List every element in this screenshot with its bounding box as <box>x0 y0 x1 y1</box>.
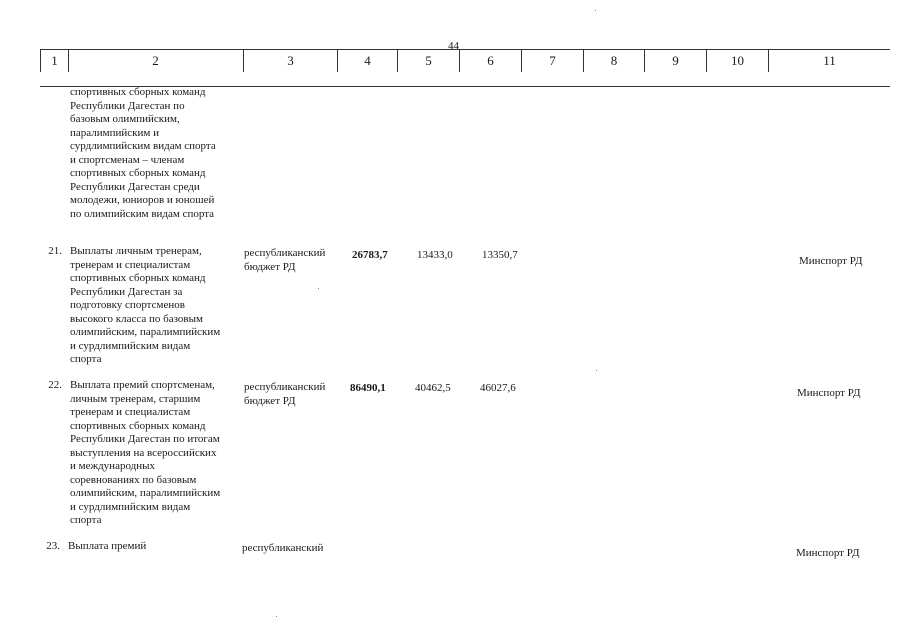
row-description <box>70 245 238 367</box>
continuation-line: и спортсменам – членам <box>70 153 185 166</box>
description-line: и сурдлимпийским видам <box>70 500 191 513</box>
description-line: спортивных сборных команд <box>70 419 206 432</box>
description-line: высокого класса по базовым <box>70 312 203 325</box>
description-line: соревнованиях по базовым <box>70 473 197 486</box>
funding-source <box>244 381 344 408</box>
continuation-line: молодежи, юниоров и юношей <box>70 194 215 206</box>
description-line: тренерам и специалистам <box>70 406 191 418</box>
description-line: олимпийским, паралимпийским <box>70 326 221 338</box>
source-line: бюджет РД <box>244 394 296 407</box>
column-header-1: 1 <box>40 50 69 72</box>
amount-col5: 13433,0 <box>417 249 453 261</box>
page-number: 44 <box>448 40 459 52</box>
description-line: спортивных сборных команд <box>70 272 206 284</box>
funding-source <box>244 247 344 274</box>
column-header-3: 3 <box>244 50 338 72</box>
scan-speck <box>276 616 277 617</box>
column-header-4: 4 <box>338 50 398 72</box>
continuation-line: паралимпийским и <box>70 126 159 139</box>
executor: Минспорт РД <box>797 387 861 399</box>
amount-col5: 40462,5 <box>415 382 451 394</box>
column-header-5: 5 <box>398 50 460 72</box>
table-header <box>40 50 890 87</box>
description-line: Республики Дагестан за <box>70 285 183 298</box>
executor: Минспорт РД <box>799 255 863 267</box>
funding-source <box>242 542 342 556</box>
continuation-line: спортивных сборных команд <box>70 167 206 179</box>
scan-speck <box>596 370 597 371</box>
continuation-line: по олимпийским видам спорта <box>70 207 215 220</box>
total-amount: 86490,1 <box>350 382 386 394</box>
continuation-line: сурдлимпийским видам спорта <box>70 140 216 152</box>
row-description <box>70 379 238 528</box>
continuation-description <box>70 86 238 221</box>
description-line: и международных <box>70 460 156 472</box>
column-header-7: 7 <box>522 50 584 72</box>
continuation-line: спортивных сборных команд <box>70 86 206 98</box>
row-description <box>68 540 236 554</box>
description-line: спорта <box>70 514 102 526</box>
column-header-11: 11 <box>823 53 836 68</box>
continuation-line: Республики Дагестан среди <box>70 180 200 193</box>
source-line: республиканский <box>244 247 326 259</box>
row-number: 23. <box>46 540 60 552</box>
description-line: Выплаты личным тренерам, <box>70 245 202 257</box>
column-header-10: 10 <box>707 50 769 72</box>
amount-col6: 46027,6 <box>480 382 516 394</box>
scan-speck <box>595 10 596 11</box>
description-line: личным тренерам, старшим <box>70 392 201 405</box>
column-header-9: 9 <box>645 50 707 72</box>
continuation-line: Республики Дагестан по <box>70 99 185 112</box>
amount-col6: 13350,7 <box>482 249 518 261</box>
row-number: 22. <box>48 379 62 391</box>
description-line: тренерам и специалистам <box>70 258 191 271</box>
column-header-2: 2 <box>68 50 244 72</box>
description-line: выступления на всероссийских <box>70 446 217 459</box>
description-line: Выплата премий <box>68 540 147 552</box>
column-header-8: 8 <box>584 50 645 72</box>
source-line: республиканский <box>244 381 326 393</box>
description-line: олимпийским, паралимпийским <box>70 487 221 499</box>
description-line: подготовку спортсменов <box>70 299 185 311</box>
source-line: бюджет РД <box>244 260 296 273</box>
column-header-6: 6 <box>460 50 522 72</box>
total-amount: 26783,7 <box>352 249 388 261</box>
description-line: Выплата премий спортсменам, <box>70 379 215 391</box>
row-number: 21. <box>48 245 62 257</box>
source-line: республиканский <box>242 542 324 554</box>
scan-speck <box>318 288 319 289</box>
executor: Минспорт РД <box>796 547 860 559</box>
continuation-line: базовым олимпийским, <box>70 113 180 125</box>
description-line: и сурдлимпийским видам <box>70 339 191 352</box>
description-line: Республики Дагестан по итогам <box>70 433 220 445</box>
description-line: спорта <box>70 353 102 365</box>
